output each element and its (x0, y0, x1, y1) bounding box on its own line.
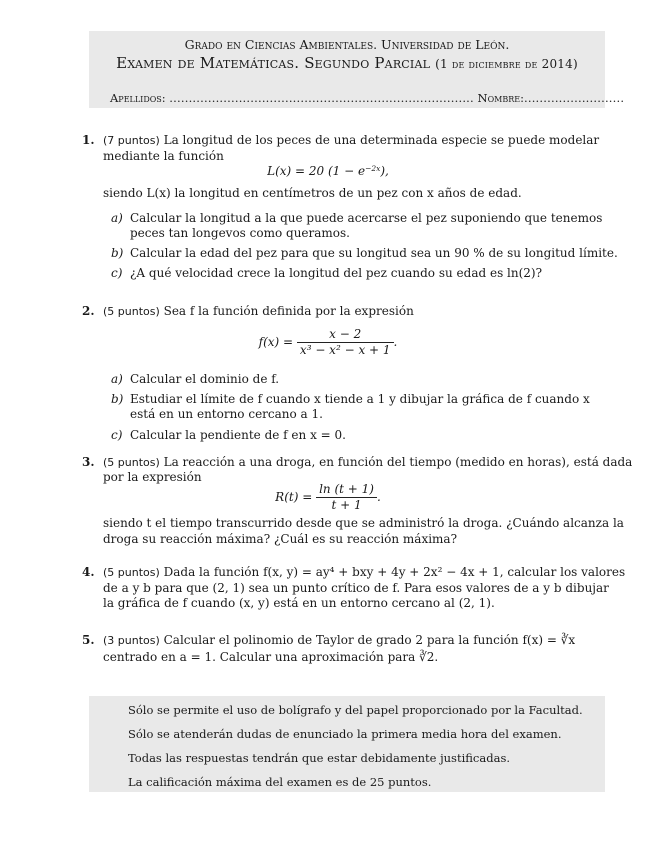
problem-text: (5 puntos) Dada la función f(x, y) = ay⁴ + bxy + 4y + 2x² − 4x + 1, calcular los valores (103, 565, 626, 579)
fraction: $\frac{x - 2}{\text{x³ − x² − x + 1}}$ (297, 327, 394, 358)
item-text: peces tan longevos como queramos. (130, 226, 350, 240)
nombre-label: Nombre: (477, 91, 524, 105)
problem-number: 1. (82, 133, 95, 147)
header-date: (1 de diciembre de 2014) (435, 57, 578, 71)
problem-text: la gráfica de f cuando (x, y) está en un entorno cercano al (2, 1). (103, 596, 495, 610)
fraction: $\frac{\ln (t + 1)}{t + 1}$ (316, 482, 377, 513)
item-label: c) (111, 266, 123, 280)
problem-text: centrado en a = 1. Calcular una aproximación para ∛2. (103, 650, 439, 664)
item-text: Calcular el dominio de f. (130, 372, 280, 386)
problem-text: (5 puntos) La reacción a una droga, en función del tiempo (medido en horas), está dada (103, 455, 633, 469)
problem-text: siendo L(x) la longitud en centímetros de un pez con x años de edad. (103, 186, 522, 200)
problem-points: (3 puntos) (103, 634, 160, 647)
student-fields (110, 91, 624, 105)
problem-text: de a y b para que (2, 1) sea un punto crítico de f. Para esos valores de a y b dibujar (103, 581, 609, 595)
item-label: a) (111, 211, 123, 225)
problem-text: (5 puntos) Sea f la función definida por la expresión (103, 304, 414, 318)
apellidos-label: Apellidos: (110, 91, 166, 105)
item-label: b) (111, 246, 124, 260)
header-title-main: Examen de Matemáticas. Segundo Parcial (116, 54, 436, 72)
problem-number: 2. (82, 304, 95, 318)
rule-item: Sólo se atenderán dudas de enunciado la primera media hora del examen. (128, 727, 562, 741)
apellidos-field[interactable]: ............................................................................... (169, 91, 474, 105)
problem-text: droga su reacción máxima? ¿Cuál es su reacción máxima? (103, 532, 458, 546)
problem-text: (7 puntos) La longitud de los peces de una determinada especie se puede modelar (103, 133, 600, 147)
problem-number: 4. (82, 565, 95, 579)
header-institution: Grado en Ciencias Ambientales. Universidad de León. (184, 37, 510, 52)
header-title (89, 54, 605, 72)
exam-header (89, 31, 625, 108)
item-text: Calcular la edad del pez para que su longitud sea un 90 % de su longitud límite. (130, 246, 618, 260)
item-label: a) (111, 372, 123, 386)
problem-text: por la expresión (103, 470, 202, 484)
rule-item: Sólo se permite el uso de bolígrafo y del papel proporcionado por la Facultad. (128, 703, 583, 717)
item-text: ¿A qué velocidad crece la longitud del pez cuando su edad es ln(2)? (130, 266, 543, 280)
problem-text: mediante la función (103, 149, 224, 163)
rule-item: La calificación máxima del examen es de 25 puntos. (128, 775, 432, 789)
exam-rules (89, 696, 605, 792)
problem-number: 3. (82, 455, 95, 469)
item-label: c) (111, 428, 123, 442)
problem-points: (5 puntos) (103, 566, 160, 579)
problem-points: (5 puntos) (103, 456, 160, 469)
item-label: b) (111, 392, 124, 406)
item-text: Calcular la longitud a la que puede acercarse el pez suponiendo que tenemos (130, 211, 603, 225)
problem-text: (3 puntos) Calcular el polinomio de Taylor de grado 2 para la función f(x) = ∛x (103, 633, 576, 647)
problem-points: (7 puntos) (103, 134, 160, 147)
problem-points: (5 puntos) (103, 305, 160, 318)
equation: R(t) = $\frac{\ln (t + 1)}{t + 1}$ . (275, 482, 381, 512)
problem-text: siendo t el tiempo transcurrido desde que se administró la droga. ¿Cuándo alcanza la (103, 516, 624, 530)
item-text: está en un entorno cercano a 1. (130, 407, 323, 421)
problem-number: 5. (82, 633, 95, 647)
item-text: Estudiar el límite de f cuando x tiende a 1 y dibujar la gráfica de f cuando x (130, 392, 590, 406)
equation: L(x) = 20 $(1 - e^{-2x})$, (267, 164, 389, 178)
item-text: Calcular la pendiente de f en x = 0. (130, 428, 346, 442)
rule-item: Todas las respuestas tendrán que estar debidamente justificadas. (128, 751, 510, 765)
nombre-field[interactable]: .......................... (523, 91, 625, 105)
equation: f(x) = $\frac{x - 2}{\text{x³ − x² − x + 1}}$ . (258, 327, 398, 357)
